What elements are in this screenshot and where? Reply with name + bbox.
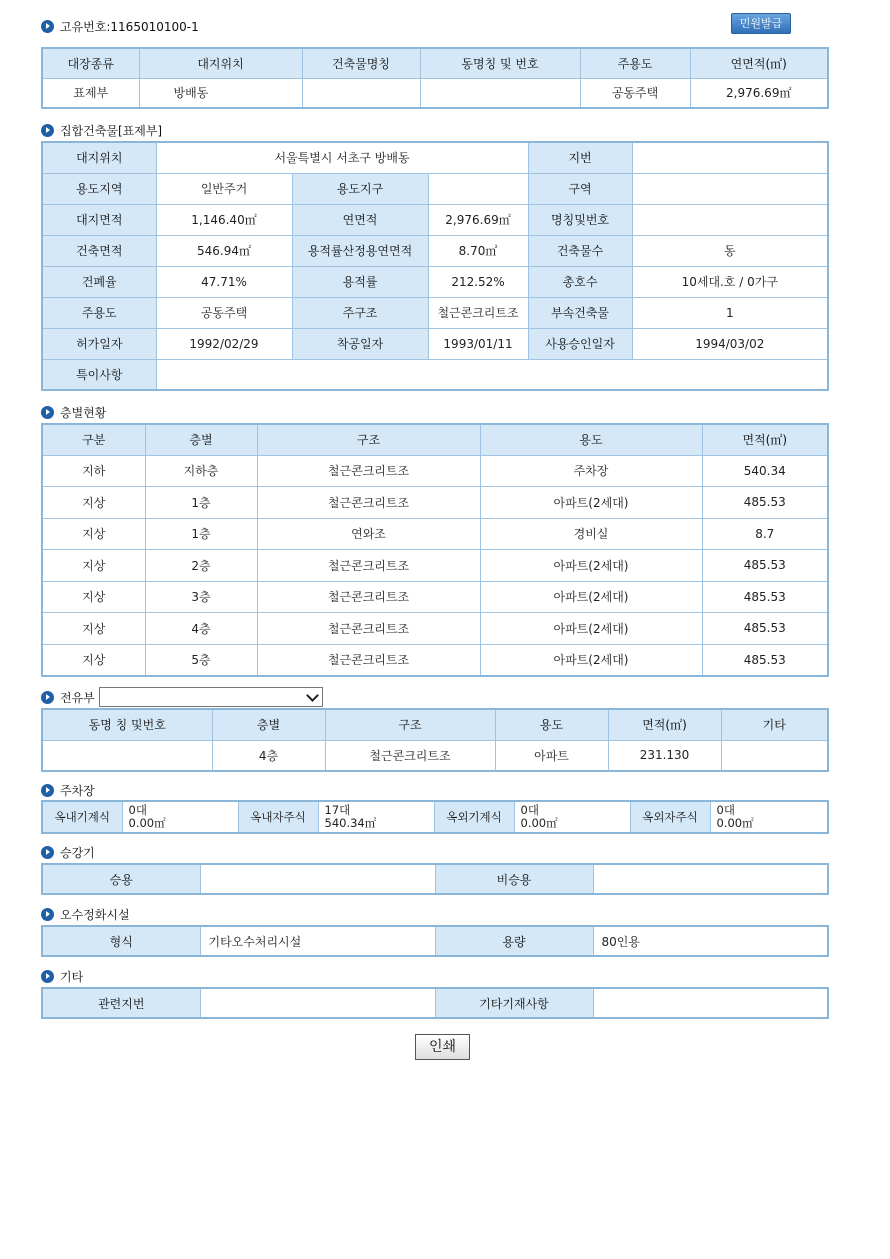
exclusive-cell — [721, 740, 828, 771]
table-row — [42, 613, 828, 645]
floors-heading — [41, 403, 106, 421]
lot-number — [632, 142, 828, 173]
parking-label: 옥외자주식 — [630, 801, 710, 833]
field-value — [632, 173, 828, 204]
parking-value — [514, 801, 630, 833]
floor-cell: 철근콘크리트조 — [257, 455, 480, 487]
field-label: 용적률 — [292, 266, 428, 297]
field-label: 허가일자 — [42, 328, 156, 359]
bullet-arrow-icon — [41, 846, 54, 859]
field-value: 2,976.69㎡ — [428, 204, 528, 235]
floor-cell: 5층 — [145, 644, 257, 676]
parking-count: 0대 — [520, 803, 539, 817]
field-value — [593, 864, 828, 894]
etc-heading — [41, 967, 83, 985]
floors-header: 면적(㎡) — [702, 424, 828, 455]
floor-cell: 철근콘크리트조 — [257, 613, 480, 645]
floor-cell: 지상 — [42, 550, 145, 582]
parking-value — [710, 801, 828, 833]
exclusive-cell: 4층 — [212, 740, 325, 771]
field-label: 부속건축물 — [528, 297, 632, 328]
exclusive-header: 용도 — [495, 709, 608, 740]
floor-cell: 아파트(2세대) — [480, 613, 702, 645]
summary-header: 대장종류 — [42, 48, 139, 78]
sewage-table — [41, 925, 829, 957]
exclusive-cell: 231.130 — [608, 740, 721, 771]
field-label: 총호수 — [528, 266, 632, 297]
summary-cell — [420, 78, 580, 108]
field-value — [632, 204, 828, 235]
floors-header: 구분 — [42, 424, 145, 455]
parking-count: 17대 — [324, 803, 351, 817]
floor-cell: 아파트(2세대) — [480, 550, 702, 582]
summary-cell: 공동주택 — [580, 78, 690, 108]
field-label: 연면적 — [292, 204, 428, 235]
floor-cell: 철근콘크리트조 — [257, 487, 480, 519]
table-row — [42, 487, 828, 519]
floor-cell: 아파트(2세대) — [480, 644, 702, 676]
parking-value — [318, 801, 434, 833]
field-value: 1992/02/29 — [156, 328, 292, 359]
bullet-arrow-icon — [41, 20, 54, 33]
floors-header: 용도 — [480, 424, 702, 455]
parking-area: 0.00㎡ — [128, 816, 166, 830]
summary-table — [41, 47, 829, 109]
floor-cell: 지상 — [42, 518, 145, 550]
summary-cell — [302, 78, 420, 108]
summary-cell: 표제부 — [42, 78, 139, 108]
bullet-arrow-icon — [41, 970, 54, 983]
section-title: 전유부 — [60, 690, 95, 705]
floor-cell: 485.53 — [702, 487, 828, 519]
floor-cell: 4층 — [145, 613, 257, 645]
field-label: 기타기재사항 — [435, 988, 593, 1018]
floor-cell: 지하층 — [145, 455, 257, 487]
field-label: 지번 — [528, 142, 632, 173]
floor-cell: 주차장 — [480, 455, 702, 487]
field-value: 일반주거 — [156, 173, 292, 204]
site-address: 서울특별시 서초구 방배동 — [156, 142, 528, 173]
floor-cell: 아파트(2세대) — [480, 487, 702, 519]
summary-cell: 방배동 — [139, 78, 302, 108]
table-row — [42, 644, 828, 676]
field-value: 공동주택 — [156, 297, 292, 328]
floor-cell: 1층 — [145, 487, 257, 519]
field-label: 주용도 — [42, 297, 156, 328]
field-value: 212.52% — [428, 266, 528, 297]
floor-cell: 철근콘크리트조 — [257, 581, 480, 613]
field-value: 1993/01/11 — [428, 328, 528, 359]
field-label: 용도지역 — [42, 173, 156, 204]
field-value: 기타오수처리시설 — [200, 926, 435, 956]
section-title: 오수정화시설 — [60, 907, 130, 922]
parking-area: 540.34㎡ — [324, 816, 377, 830]
field-label: 대지위치 — [42, 142, 156, 173]
floor-cell: 540.34 — [702, 455, 828, 487]
summary-header: 주용도 — [580, 48, 690, 78]
floor-cell: 연와조 — [257, 518, 480, 550]
parking-label: 옥내자주식 — [238, 801, 318, 833]
field-value: 47.71% — [156, 266, 292, 297]
floor-cell: 3층 — [145, 581, 257, 613]
elevator-heading — [41, 843, 95, 861]
exclusive-header: 기타 — [721, 709, 828, 740]
unit-select[interactable] — [99, 687, 323, 707]
field-label: 승용 — [42, 864, 200, 894]
parking-count: 0대 — [716, 803, 735, 817]
field-label: 건축물수 — [528, 235, 632, 266]
floor-cell: 지상 — [42, 613, 145, 645]
field-value: 1,146.40㎡ — [156, 204, 292, 235]
section-title: 주차장 — [60, 783, 95, 798]
floors-table — [41, 423, 829, 677]
parking-label: 옥내기계식 — [42, 801, 122, 833]
field-label: 착공일자 — [292, 328, 428, 359]
field-value — [200, 988, 435, 1018]
exclusive-cell: 아파트 — [495, 740, 608, 771]
floor-cell: 2층 — [145, 550, 257, 582]
etc-table — [41, 987, 829, 1019]
bullet-arrow-icon — [41, 691, 54, 704]
field-label: 관련지번 — [42, 988, 200, 1018]
bullet-arrow-icon — [41, 784, 54, 797]
field-label: 특이사항 — [42, 359, 156, 390]
exclusive-header: 동명 칭 및번호 — [42, 709, 212, 740]
field-label: 건축면적 — [42, 235, 156, 266]
notes-value — [156, 359, 828, 390]
bullet-arrow-icon — [41, 406, 54, 419]
floor-cell: 485.53 — [702, 581, 828, 613]
field-value — [428, 173, 528, 204]
bullet-arrow-icon — [41, 124, 54, 137]
section-title: 집합건축물[표제부] — [60, 123, 163, 138]
floor-cell: 485.53 — [702, 550, 828, 582]
parking-heading — [41, 781, 95, 799]
floor-cell: 철근콘크리트조 — [257, 550, 480, 582]
field-label: 용량 — [435, 926, 593, 956]
floor-cell: 485.53 — [702, 644, 828, 676]
parking-area: 0.00㎡ — [716, 816, 754, 830]
field-value: 546.94㎡ — [156, 235, 292, 266]
exclusive-heading — [41, 686, 323, 708]
field-label: 용적률산정용연면적 — [292, 235, 428, 266]
table-row — [42, 455, 828, 487]
field-value: 동 — [632, 235, 828, 266]
floor-cell: 8.7 — [702, 518, 828, 550]
section-title: 승강기 — [60, 845, 95, 860]
table-row — [42, 518, 828, 550]
unique-number-heading — [41, 17, 199, 35]
field-value — [200, 864, 435, 894]
floor-cell: 1층 — [145, 518, 257, 550]
floor-cell: 지하 — [42, 455, 145, 487]
field-value: 80인용 — [593, 926, 828, 956]
parking-table — [41, 800, 829, 834]
exclusive-cell: 철근콘크리트조 — [325, 740, 495, 771]
print-button[interactable]: 인쇄 — [415, 1034, 470, 1060]
floors-header: 구조 — [257, 424, 480, 455]
floor-cell: 485.53 — [702, 613, 828, 645]
field-value: 1 — [632, 297, 828, 328]
field-label: 건폐율 — [42, 266, 156, 297]
parking-value — [122, 801, 238, 833]
floor-cell: 지상 — [42, 487, 145, 519]
field-label: 비승용 — [435, 864, 593, 894]
field-label: 형식 — [42, 926, 200, 956]
elevator-table — [41, 863, 829, 895]
exclusive-header: 층별 — [212, 709, 325, 740]
exclusive-header: 면적(㎡) — [608, 709, 721, 740]
field-value: 철근콘크리트조 — [428, 297, 528, 328]
unique-number: 고유번호:1165010100-1 — [60, 19, 199, 34]
summary-cell: 2,976.69㎡ — [690, 78, 828, 108]
table-row — [42, 581, 828, 613]
sewage-heading — [41, 905, 130, 923]
exclusive-table — [41, 708, 829, 772]
table-row — [42, 550, 828, 582]
building-table — [41, 141, 829, 391]
exclusive-header: 구조 — [325, 709, 495, 740]
summary-header: 연면적(㎡) — [690, 48, 828, 78]
summary-header: 건축물명칭 — [302, 48, 420, 78]
floor-cell: 지상 — [42, 581, 145, 613]
bullet-arrow-icon — [41, 908, 54, 921]
field-value — [593, 988, 828, 1018]
parking-count: 0대 — [128, 803, 147, 817]
parking-label: 옥외기계식 — [434, 801, 514, 833]
exclusive-cell — [42, 740, 212, 771]
issue-button[interactable]: 민원발급 — [731, 13, 791, 34]
floors-header: 층별 — [145, 424, 257, 455]
summary-header: 동명칭 및 번호 — [420, 48, 580, 78]
field-label: 주구조 — [292, 297, 428, 328]
field-value: 1994/03/02 — [632, 328, 828, 359]
field-value: 10세대.호 / 0가구 — [632, 266, 828, 297]
field-label: 대지면적 — [42, 204, 156, 235]
section-title: 기타 — [60, 969, 84, 984]
floor-cell: 철근콘크리트조 — [257, 644, 480, 676]
field-label: 구역 — [528, 173, 632, 204]
section-title: 층별현황 — [60, 405, 107, 420]
chevron-down-icon — [306, 689, 319, 702]
field-value: 8.70㎡ — [428, 235, 528, 266]
floor-cell: 아파트(2세대) — [480, 581, 702, 613]
summary-header: 대지위치 — [139, 48, 302, 78]
field-label: 용도지구 — [292, 173, 428, 204]
field-label: 사용승인일자 — [528, 328, 632, 359]
floor-cell: 지상 — [42, 644, 145, 676]
building-heading — [41, 121, 162, 139]
parking-area: 0.00㎡ — [520, 816, 558, 830]
floor-cell: 경비실 — [480, 518, 702, 550]
field-label: 명칭및번호 — [528, 204, 632, 235]
